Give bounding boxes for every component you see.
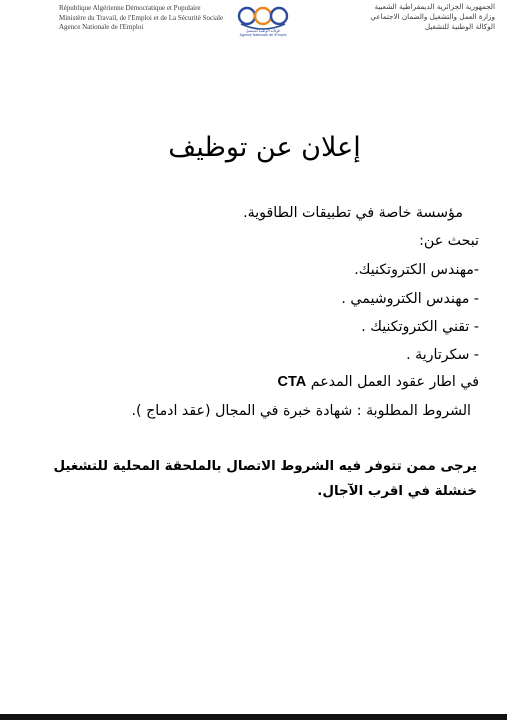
bottom-border [0, 714, 507, 720]
letterhead-arabic-line: وزارة العمل والتشغيل والضمان الاجتماعي [370, 12, 495, 21]
announcement-title: إعلان عن توظيف [168, 132, 361, 163]
letterhead-french-line: Ministère du Travail, de l'Emploi et de La Sécurité Sociale [59, 13, 224, 22]
position-item: -مهندس الكتروتكنيك. [354, 262, 479, 278]
position-item: - مهندس الكتروشيمي . [341, 291, 479, 307]
company-intro: مؤسسة خاصة في تطبيقات الطاقوية. [243, 205, 463, 221]
seeking-label: تبحث عن: [419, 233, 479, 249]
required-conditions: الشروط المطلوبة : شهادة خبرة في المجال (عقد ادماج ). [131, 403, 471, 419]
logo-caption-french: Agence Nationale de l'Emploi [239, 33, 287, 38]
contract-framework-text: في اطار عقود العمل المدعم [310, 374, 479, 390]
letterhead [0, 0, 507, 44]
letterhead-french [59, 4, 231, 33]
contract-framework [278, 372, 479, 392]
letterhead-arabic [305, 2, 495, 32]
contract-code: CTA [277, 374, 307, 390]
letterhead-french-line: Agence Nationale de l'Emploi [59, 23, 144, 31]
logo-caption [231, 29, 295, 37]
letterhead-arabic-line: الجمهورية الجزائرية الديمقراطية الشعبية [374, 2, 495, 11]
letterhead-arabic-line: الوكالة الوطنية للتشغيل [424, 22, 495, 31]
contact-notice: يرجى ممن تتوفر فيه الشروط الاتصال بالملحقة المحلية للتشغيل خنشلة في اقرب الآجال. [53, 459, 477, 499]
letterhead-french-line: République Algérienne Démocratique et Populaire [59, 4, 201, 12]
logo-caption-arabic: الوكالة الوطنية للتشغيل [245, 29, 281, 33]
position-item: - سكرتارية . [406, 347, 479, 363]
position-item: - تقني الكتروتكنيك . [361, 319, 479, 335]
